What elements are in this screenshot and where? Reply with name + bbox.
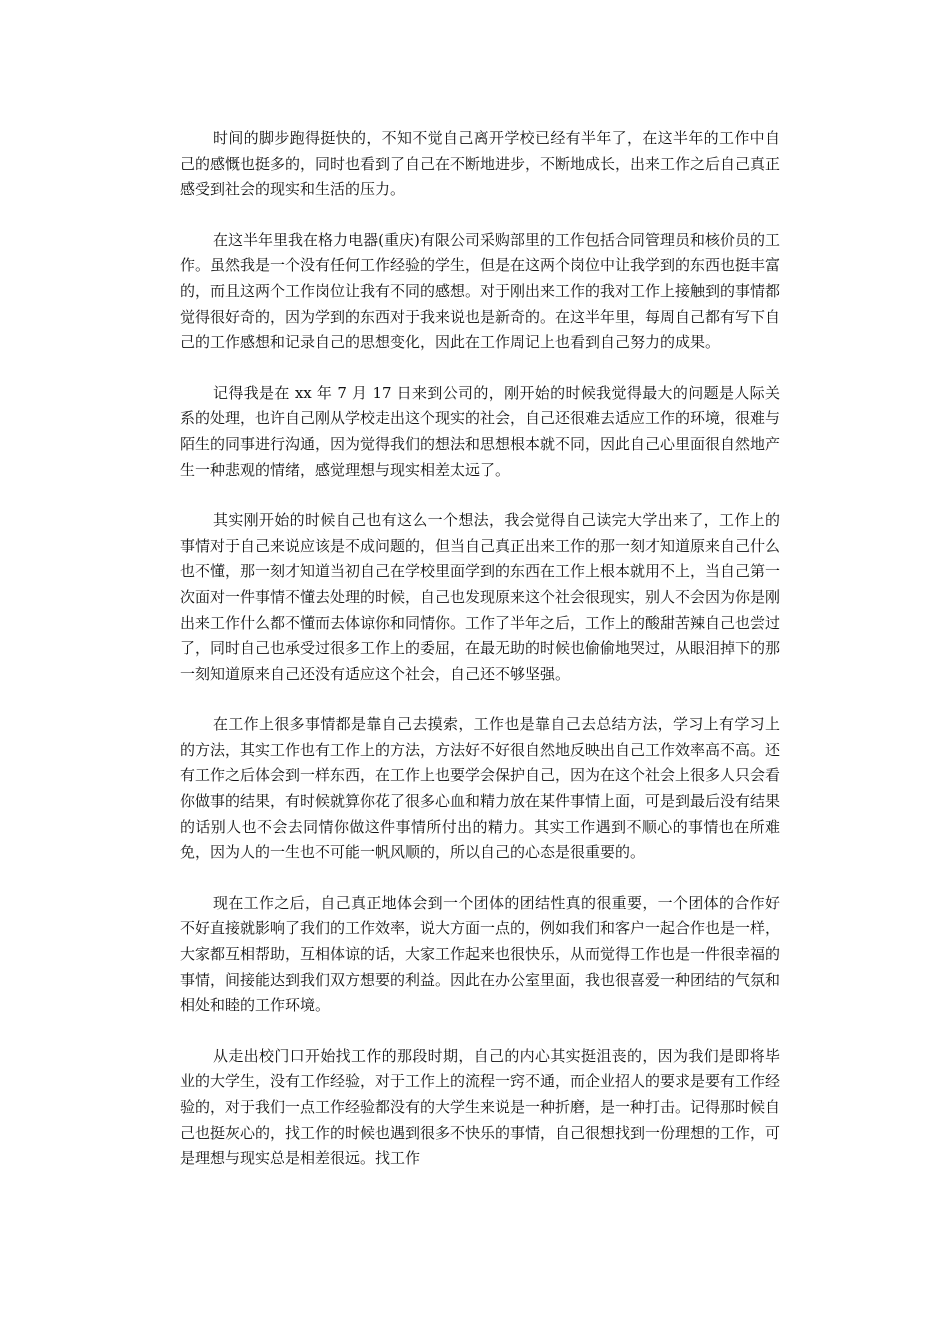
document-page: [180, 126, 780, 1197]
paragraph-5: 在工作上很多事情都是靠自己去摸索，工作也是靠自己去总结方法，学习上有学习上的方法，其实工作也有工作上的方法，方法好不好很自然地反映出自己工作效率高不高。还有工作之后体会到一样东西，在工作上也要学会保护自己，因为在这个社会上很多人只会看你做事的结果，有时候就算你花了很多心血和精力放在某件事情上面，可是到最后没有结果的话别人也不会去同情你做这件事情所付出的精力。其实工作遇到不顺心的事情也在所难免，因为人的一生也不可能一帆风顺的，所以自己的心态是很重要的。: [180, 715, 781, 862]
paragraph-1: 时间的脚步跑得挺快的，不知不觉自己离开学校已经有半年了，在这半年的工作中自己的感慨也挺多的，同时也看到了自己在不断地进步，不断地成长，出来工作之后自己真正感受到社会的现实和生活的压力。: [180, 129, 781, 199]
paragraph-2: 在这半年里我在格力电器(重庆)有限公司采购部里的工作包括合同管理员和核价员的工作。虽然我是一个没有任何工作经验的学生，但是在这两个岗位中让我学到的东西也挺丰富的，而且这两个工作岗位让我有不同的感想。对于刚出来工作的我对工作上接触到的事情都觉得很好奇的，因为学到的东西对于我来说也是新奇的。在这半年里，每周自己都有写下自己的工作感想和记录自己的思想变化，因此在工作周记上也看到自己努力的成果。: [180, 230, 781, 352]
paragraph-3: 记得我是在 xx 年 7 月 17 日来到公司的，刚开始的时候我觉得最大的问题是人际关系的处理，也许自己刚从学校走出这个现实的社会，自己还很难去适应工作的环境，很难与陌生的同事进行沟通，因为觉得我们的想法和思想根本就不同，因此自己心里面很自然地产生一种悲观的情绪，感觉理想与现实相差太远了。: [180, 383, 781, 479]
paragraph-7: 从走出校门口开始找工作的那段时期，自己的内心其实挺沮丧的，因为我们是即将毕业的大学生，没有工作经验，对于工作上的流程一窍不通，而企业招人的要求是要有工作经验的，对于我们一点工作经验都没有的大学生来说是一种折磨，是一种打击。记得那时候自己也挺灰心的，找工作的时候也遇到很多不快乐的事情，自己很想找到一份理想的工作，可是理想与现实总是相差很远。找工作: [180, 1046, 781, 1168]
paragraph-6: 现在工作之后，自己真正地体会到一个团体的团结性真的很重要，一个团体的合作好不好直接就影响了我们的工作效率，说大方面一点的，例如我们和客户一起合作也是一样，大家都互相帮助，互相体谅的话，大家工作起来也很快乐，从而觉得工作也是一件很幸福的事情，间接能达到我们双方想要的利益。因此在办公室里面，我也很喜爱一种团结的气氛和相处和睦的工作环境。: [180, 893, 781, 1015]
paragraph-4: 其实刚开始的时候自己也有这么一个想法，我会觉得自己读完大学出来了，工作上的事情对于自己来说应该是不成问题的，但当自己真正出来工作的那一刻才知道原来自己什么也不懂，那一刻才知道当初自己在学校里面学到的东西在工作上根本就用不上，当自己第一次面对一件事情不懂去处理的时候，自己也发现原来这个社会很现实，别人不会因为你是刚出来工作什么都不懂而去体谅你和同情你。工作了半年之后，工作上的酸甜苦辣自己也尝过了，同时自己也承受过很多工作上的委屈，在最无助的时候也偷偷地哭过，从眼泪掉下的那一刻知道原来自己还没有适应这个社会，自己还不够坚强。: [180, 511, 781, 683]
